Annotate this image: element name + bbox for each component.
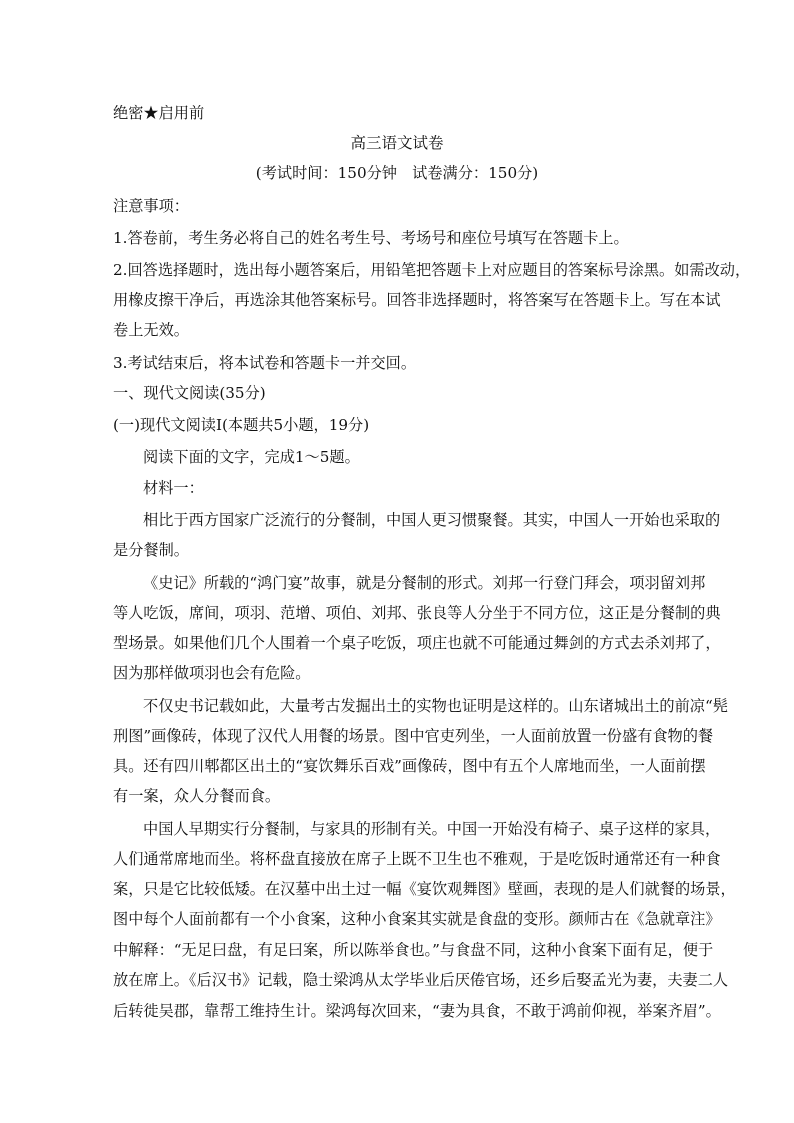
body-line: 相比于西方国家广泛流行的分餐制，中国人更习惯聚餐。其实，中国人一开始也采取的 (143, 511, 721, 529)
body-line: 因为那样做项羽也会有危险。 (113, 664, 311, 682)
notes-line: 卷上无效。 (113, 321, 189, 339)
body-line: 刑图”画像砖，体现了汉代人用餐的场景。图中官吏列坐，一人面前放置一份盛有食物的餐 (113, 727, 714, 745)
body-line: 后转徙吴郡，靠帮工维持生计。梁鸿每次回来，“妻为具食，不敢于鸿前仰视，举案齐眉”。 (113, 1002, 721, 1020)
reading-instruction: 阅读下面的文字，完成1～5题。 (143, 448, 360, 466)
body-line: 型场景。如果他们几个人围着一个桌子吃饭，项庄也就不可能通过舞剑的方式去杀刘邦了， (113, 634, 721, 652)
notes-line: 用橡皮擦干净后，再选涂其他答案标号。回答非选择题时，将答案写在答题卡上。写在本试 (113, 291, 721, 309)
exam-time-info: (考试时间：150分钟 试卷满分：150分) (255, 164, 539, 182)
body-line: 放在席上。《后汉书》记载，隐士梁鸿从太学毕业后厌倦官场，还乡后娶孟光为妻，夫妻二人 (113, 971, 729, 989)
notes-line: 1.答卷前，考生务必将自己的姓名考生号、考场号和座位号填写在答题卡上。 (113, 229, 629, 247)
body-line: 不仅史书记载如此，大量考古发掘出土的实物也证明是这样的。山东诸城出土的前凉“髡 (143, 697, 728, 715)
section-heading: 一、现代文阅读(35分) (113, 384, 266, 402)
body-line: 具。还有四川郫都区出土的“宴饮舞乐百戏”画像砖，图中有五个人席地而坐，一人面前摆 (113, 757, 706, 775)
notes-line: 2.回答选择题时，选出每小题答案后，用铅笔把答题卡上对应题目的答案标号涂黑。如需改动， (113, 261, 751, 279)
material-label: 材料一： (143, 479, 204, 497)
body-line: 案，只是它比较低矮。在汉墓中出土过一幅《宴饮观舞图》壁画，表现的是人们就餐的场景， (113, 880, 736, 898)
body-line: 等人吃饭，席间，项羽、范增、项伯、刘邦、张良等人分坐于不同方位，这正是分餐制的典 (113, 604, 721, 622)
confidential-mark: 绝密★启用前 (113, 104, 205, 122)
body-line: 是分餐制。 (113, 541, 189, 559)
body-line: 有一案，众人分餐而食。 (113, 787, 281, 805)
body-line: 图中每个人面前都有一个小食案，这种小食案其实就是食盘的变形。颜师古在《急就章注》 (113, 910, 721, 928)
notes-line: 3.考试结束后，将本试卷和答题卡一并交回。 (113, 354, 417, 372)
subsection-heading: (一)现代文阅读I(本题共5小题，19分) (113, 416, 370, 434)
page-title: 高三语文试卷 (350, 134, 444, 152)
body-line: 中解释：“无足曰盘，有足曰案，所以陈举食也。”与食盘不同，这种小食案下面有足，便于 (113, 941, 714, 959)
notes-heading: 注意事项： (113, 197, 189, 215)
body-line: 人们通常席地而坐。将杯盘直接放在席子上既不卫生也不雅观，于是吃饭时通常还有一种食 (113, 850, 721, 868)
body-line: 《史记》所载的“鸿门宴”故事，就是分餐制的形式。刘邦一行登门拜会，项羽留刘邦 (143, 574, 706, 592)
body-line: 中国人早期实行分餐制，与家具的形制有关。中国一开始没有椅子、桌子这样的家具， (143, 820, 721, 838)
